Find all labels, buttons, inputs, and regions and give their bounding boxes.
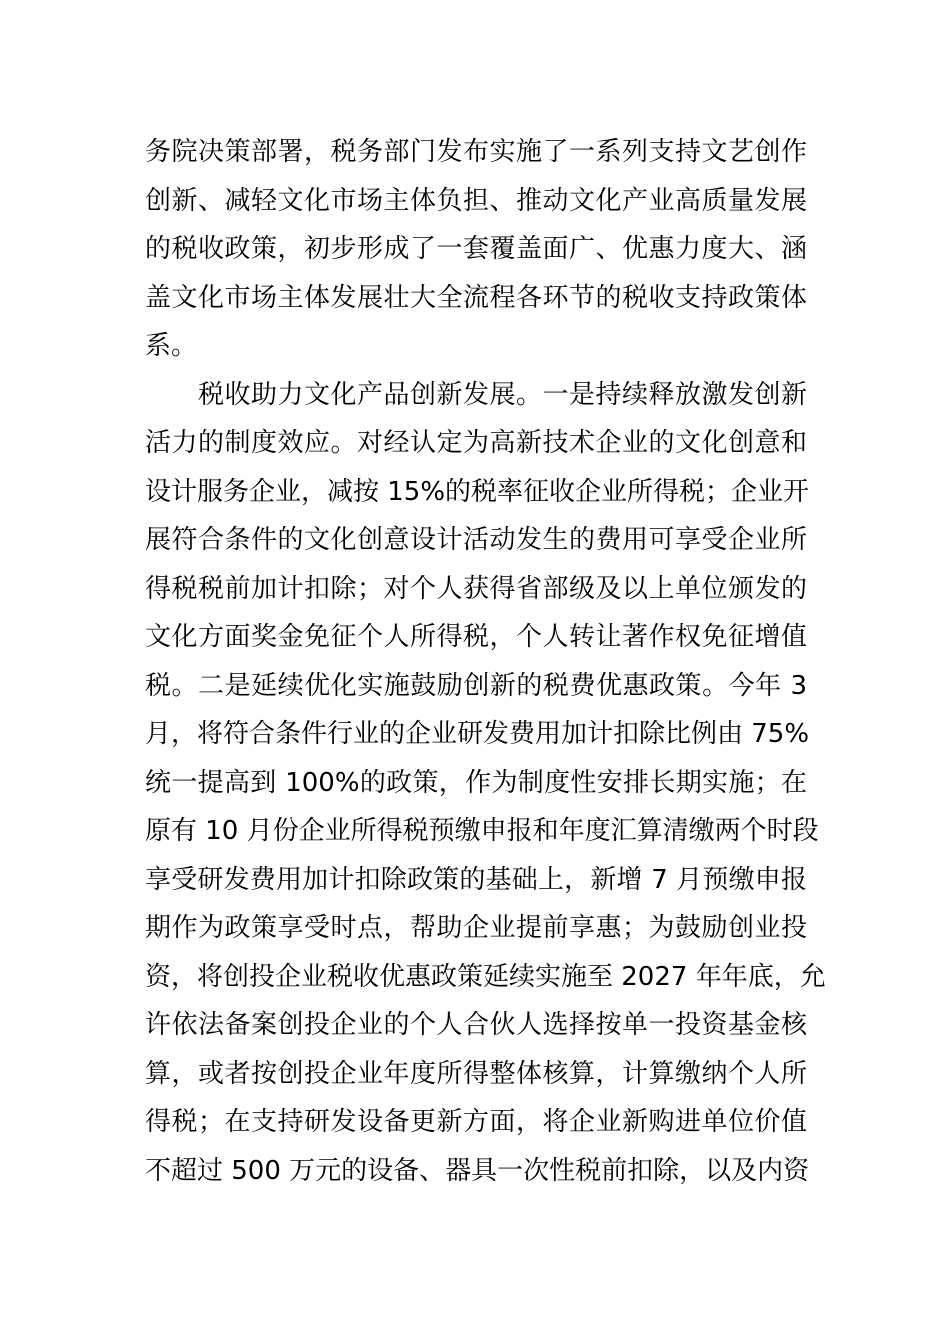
- text-line: 月，将符合条件行业的企业研发费用加计扣除比例由 75%: [145, 719, 810, 749]
- text-line: 创新、减轻文化市场主体负担、推动文化产业高质量发展: [145, 185, 807, 216]
- text-line: 文化方面奖金免征个人所得税，个人转让著作权免征增值: [145, 622, 807, 652]
- text-line: 原有 10 月份企业所得税预缴申报和年度汇算清缴两个时段: [145, 816, 819, 846]
- text-line: 税。二是延续优化实施鼓励创新的税费优惠政策。今年 3: [145, 670, 807, 701]
- text-line: 许依法备案创投企业的个人合伙人选择按单一投资基金核: [145, 1010, 807, 1040]
- text-line: 统一提高到 100%的政策，作为制度性安排长期实施；在: [145, 767, 807, 798]
- text-line: 盖文化市场主体发展壮大全流程各环节的税收支持政策体: [145, 282, 807, 313]
- text-line: 活力的制度效应。对经认定为高新技术企业的文化创意和: [145, 428, 807, 458]
- text-line: 展符合条件的文化创意设计活动发生的费用可享受企业所: [145, 525, 807, 555]
- text-line: 不超过 500 万元的设备、器具一次性税前扣除，以及内资: [145, 1155, 810, 1186]
- text-line: 设计服务企业，减按 15%的税率征收企业所得税；企业开: [145, 476, 810, 507]
- text-line: 得税；在支持研发设备更新方面，将企业新购进单位价值: [145, 1107, 807, 1137]
- body-text: [145, 128, 826, 1195]
- text-line: 务院决策部署，税务部门发布实施了一系列支持文艺创作: [145, 137, 807, 167]
- text-line: 算，或者按创投企业年度所得整体核算，计算缴纳个人所: [145, 1058, 807, 1089]
- text-line: 资，将创投企业税收优惠政策延续实施至 2027 年年底，允: [145, 961, 826, 992]
- text-line: 得税税前加计扣除；对个人获得省部级及以上单位颁发的: [145, 573, 807, 604]
- text-line: 系。: [145, 331, 198, 361]
- text-line: 的税收政策，初步形成了一套覆盖面广、优惠力度大、涵: [145, 234, 807, 264]
- text-line: 期作为政策享受时点，帮助企业提前享惠；为鼓励创业投: [145, 913, 807, 943]
- text-line: 享受研发费用加计扣除政策的基础上，新增 7 月预缴申报: [145, 864, 807, 895]
- text-line: 税收助力文化产品创新发展。一是持续释放激发创新: [145, 379, 807, 410]
